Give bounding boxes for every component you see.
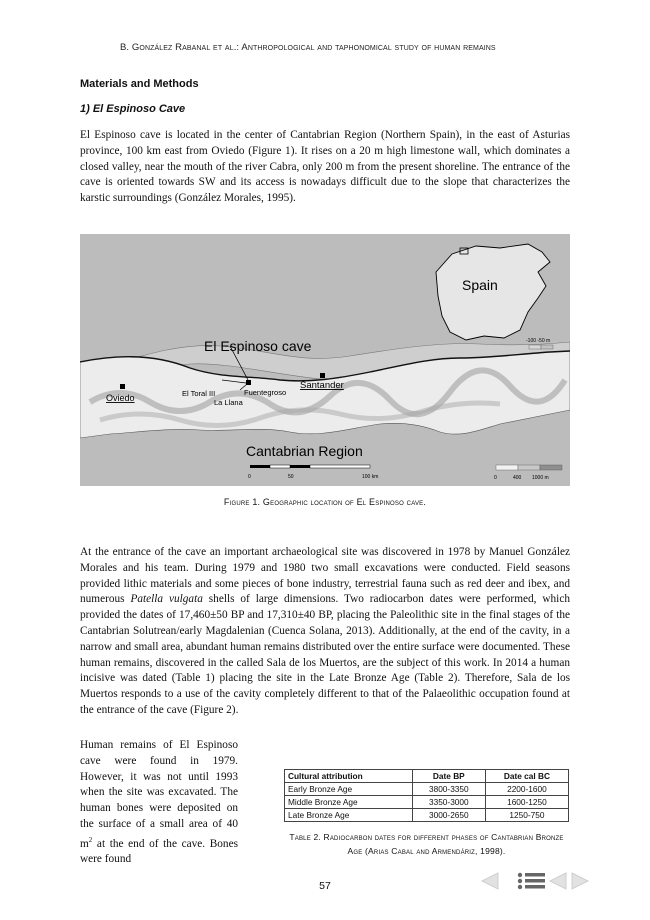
table-header-row (285, 770, 569, 783)
elev-0: 0 (494, 475, 497, 481)
para3-sup: 2 (88, 835, 93, 844)
table-cell: Early Bronze Age (285, 783, 413, 796)
radiocarbon-table (284, 769, 569, 822)
santander-marker (320, 373, 325, 378)
label-region: Cantabrian Region (246, 443, 363, 459)
table-cell: 2200-1600 (485, 783, 568, 796)
map-graphic (80, 234, 570, 486)
figure-map (80, 234, 570, 486)
back-icon[interactable] (548, 872, 568, 890)
scale-100: 100 km (362, 474, 379, 480)
para3-text-1: Human remains of El Espinoso cave were found in 1979. However, it was not until 1993 when the site was excavated. The human bones were deposited on the surface of a small area of 40 m (80, 739, 238, 850)
table-cell: 3000-2650 (412, 809, 485, 822)
page-number: 57 (319, 880, 331, 892)
table-header: Cultural attribution (285, 770, 413, 783)
paragraph-intro: El Espinoso cave is located in the center of Cantabrian Region (Northern Spain), in the east of Asturias province, 100 km east from Oviedo (Figure 1). It rises on a 20 m high limestone wall, which dominates a closed valley, near the mouth of the river Cabra, only 200 m from the present shoreline. The entrance of the cave is oriented towards SW and its access is nowadays difficult due to the slope that characterizes the karstic surroundings (González Morales, 1995). (80, 129, 570, 205)
label-cave: El Espinoso cave (204, 338, 312, 354)
table-cell: Middle Bronze Age (285, 796, 413, 809)
paragraph-archaeology (80, 545, 570, 719)
table-cell: 1250-750 (485, 809, 568, 822)
para2-species: Patella vulgata (130, 593, 203, 606)
para2-text-2: shells of large dimensions. Two radiocarbon dates were performed, which provided the dates of 17,460±50 BP and 17,310±40 BP, placing the Paleolithic site in the final stages of the Cantabrian Solutrean/early Magdalenian (Cuenca Solana, 2013). Additionally, at the end of the cavity, in a narrow and small area, abundant human remains distributed over the entire surface were documented. These human remains, discovered in the called Sala de los Muertos, are the subject of this work. In 2014 a human incisive was dated (Table 1) placing the site in the Late Bronze Age (Table 2). Therefore, Sala de los Muertos responds to a use of the cavity completely different to that of the Palaeolithic occupation found at the entrance of the cave (Figure 2). (80, 593, 570, 716)
label-fuentegroso: Fuentegroso (244, 388, 287, 397)
table-cell: 3800-3350 (412, 783, 485, 796)
table-header: Date cal BC (485, 770, 568, 783)
label-toral: El Toral III (182, 389, 216, 398)
table-row (285, 783, 569, 796)
label-santander: Santander (300, 380, 344, 391)
label-spain: Spain (462, 277, 498, 293)
table-cell: Late Bronze Age (285, 809, 413, 822)
figure-caption: Figure 1. Geographic location of El Espinoso cave. (223, 497, 427, 507)
elev-1000: 1000 m (532, 475, 549, 481)
para3-text-2: at the end of the cave. Bones were found (80, 837, 238, 866)
elev-400: 400 (513, 475, 522, 481)
oviedo-marker (120, 384, 125, 389)
subsection-heading: 1) El Espinoso Cave (80, 103, 186, 115)
scale-0: 0 (248, 474, 251, 480)
paragraph-human-remains (80, 738, 238, 868)
running-header: B. González Rabanal et al.: Anthropological and taphonomical study of human remains (120, 42, 496, 53)
label-oviedo: Oviedo (106, 393, 135, 403)
scale-50: 50 (288, 474, 294, 480)
section-heading: Materials and Methods (80, 78, 199, 90)
table-of-contents-icon[interactable] (516, 872, 546, 890)
label-llana: La Llana (214, 398, 243, 407)
previous-page-icon[interactable] (480, 872, 500, 890)
table-row (285, 796, 569, 809)
table-caption: Table 2. Radiocarbon dates for different phases of Cantabrian Bronze Age (Arias Cabal and Armendáriz, 1998). (289, 832, 564, 856)
table-cell: 1600-1250 (485, 796, 568, 809)
label-depth-scale: -100 -50 m (526, 338, 551, 344)
table-row (285, 809, 569, 822)
table-cell: 3350-3000 (412, 796, 485, 809)
next-page-icon[interactable] (570, 872, 590, 890)
para2-text-1: At the entrance of the cave an important archaeological site was discovered in 1978 by Manuel González Morales and his team. During 1979 and 1980 two small excavations were conducted. Field seasons provided lithic materials and some pieces of bone industry, terrestrial fauna such as red deer and ibex, and numerous (80, 546, 570, 606)
table-header: Date BP (412, 770, 485, 783)
